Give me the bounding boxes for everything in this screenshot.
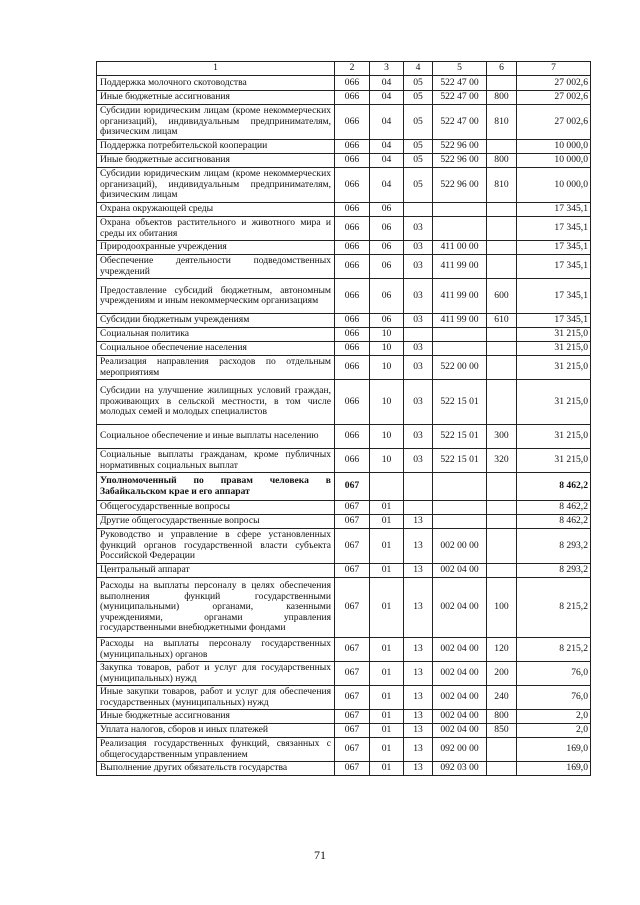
table-row — [97, 662, 591, 686]
row-name-cell: Иные бюджетные ассигнования — [97, 154, 335, 168]
ministry-code-cell: 067 — [335, 710, 370, 724]
table-row — [97, 105, 591, 140]
table-row — [97, 241, 591, 255]
row-name-cell: Субсидии юридическим лицам (кроме некоммерческих организаций), индивидуальным предпринимателям, физическим лицам — [97, 168, 335, 203]
table-row — [97, 473, 591, 501]
ministry-code-cell: 066 — [335, 255, 370, 279]
section-code-cell: 01 — [370, 501, 404, 515]
expense-type-cell — [487, 380, 517, 425]
section-code-cell: 04 — [370, 105, 404, 140]
subsection-code-cell: 13 — [404, 724, 433, 738]
row-name-cell: Расходы на выплаты персоналу государственных (муниципальных) органов — [97, 638, 335, 662]
amount-cell: 31 215,0 — [517, 342, 591, 356]
section-code-cell: 10 — [370, 328, 404, 342]
column-header: 7 — [517, 62, 591, 76]
ministry-code-cell: 066 — [335, 425, 370, 449]
row-name-cell: Иные бюджетные ассигнования — [97, 91, 335, 105]
subsection-code-cell: 13 — [404, 710, 433, 724]
amount-cell: 8 462,2 — [517, 515, 591, 529]
row-name-cell: Закупка товаров, работ и услуг для государственных (муниципальных) нужд — [97, 662, 335, 686]
row-name-cell: Иные бюджетные ассигнования — [97, 710, 335, 724]
expense-type-cell: 120 — [487, 638, 517, 662]
row-name-cell: Уплата налогов, сборов и иных платежей — [97, 724, 335, 738]
table-row — [97, 154, 591, 168]
table-row — [97, 564, 591, 578]
section-code-cell: 01 — [370, 724, 404, 738]
section-code-cell: 01 — [370, 762, 404, 776]
subsection-code-cell: 05 — [404, 154, 433, 168]
target-article-cell: 522 15 01 — [433, 425, 487, 449]
ministry-code-cell: 067 — [335, 724, 370, 738]
amount-cell: 17 345,1 — [517, 217, 591, 241]
amount-cell: 8 293,2 — [517, 564, 591, 578]
section-code-cell: 01 — [370, 515, 404, 529]
row-name-cell: Предоставление субсидий бюджетным, автономным учреждениям и иным некоммерческим организациям — [97, 279, 335, 314]
expense-type-cell — [487, 255, 517, 279]
expense-type-cell — [487, 342, 517, 356]
section-code-cell: 01 — [370, 564, 404, 578]
subsection-code-cell: 03 — [404, 380, 433, 425]
target-article-cell: 092 03 00 — [433, 762, 487, 776]
section-code-cell: 10 — [370, 449, 404, 473]
amount-cell: 8 215,2 — [517, 578, 591, 638]
expense-type-cell: 850 — [487, 724, 517, 738]
ministry-code-cell: 066 — [335, 168, 370, 203]
subsection-code-cell: 05 — [404, 140, 433, 154]
section-code-cell: 10 — [370, 356, 404, 380]
expense-type-cell: 610 — [487, 314, 517, 328]
ministry-code-cell: 066 — [335, 217, 370, 241]
row-name-cell: Расходы на выплаты персоналу в целях обеспечения выполнения функций государственными (муниципальными) органами, казенными учреждениями, органами управления государственными внебюджетными фондами — [97, 578, 335, 638]
section-code-cell: 01 — [370, 529, 404, 564]
table-row — [97, 168, 591, 203]
section-code-cell: 06 — [370, 217, 404, 241]
row-name-cell: Охрана окружающей среды — [97, 203, 335, 217]
amount-cell: 31 215,0 — [517, 328, 591, 342]
table-row — [97, 578, 591, 638]
target-article-cell — [433, 217, 487, 241]
expense-type-cell — [487, 501, 517, 515]
row-name-cell: Уполномоченный по правам человека в Забайкальском крае и его аппарат — [97, 473, 335, 501]
amount-cell: 10 000,0 — [517, 168, 591, 203]
amount-cell: 8 462,2 — [517, 473, 591, 501]
section-code-cell: 01 — [370, 638, 404, 662]
ministry-code-cell: 066 — [335, 91, 370, 105]
amount-cell: 2,0 — [517, 724, 591, 738]
amount-cell: 27 002,6 — [517, 91, 591, 105]
target-article-cell: 522 96 00 — [433, 140, 487, 154]
expense-type-cell — [487, 241, 517, 255]
ministry-code-cell: 067 — [335, 501, 370, 515]
column-header: 3 — [370, 62, 404, 76]
ministry-code-cell: 067 — [335, 578, 370, 638]
section-code-cell: 04 — [370, 154, 404, 168]
target-article-cell: 522 15 01 — [433, 380, 487, 425]
row-name-cell: Центральный аппарат — [97, 564, 335, 578]
row-name-cell: Охрана объектов растительного и животного мира и среды их обитания — [97, 217, 335, 241]
table-row — [97, 356, 591, 380]
target-article-cell: 002 04 00 — [433, 578, 487, 638]
section-code-cell: 10 — [370, 425, 404, 449]
table-row — [97, 380, 591, 425]
subsection-code-cell: 05 — [404, 105, 433, 140]
target-article-cell: 002 04 00 — [433, 662, 487, 686]
table-row — [97, 425, 591, 449]
expense-type-cell — [487, 762, 517, 776]
table-row — [97, 314, 591, 328]
section-code-cell: 01 — [370, 578, 404, 638]
amount-cell: 27 002,6 — [517, 105, 591, 140]
subsection-code-cell: 03 — [404, 342, 433, 356]
row-name-cell: Субсидии на улучшение жилищных условий граждан, проживающих в сельской местности, в том числе молодых семей и молодых специалистов — [97, 380, 335, 425]
column-header: 6 — [487, 62, 517, 76]
ministry-code-cell: 066 — [335, 328, 370, 342]
table-row — [97, 91, 591, 105]
target-article-cell: 411 99 00 — [433, 279, 487, 314]
expense-type-cell — [487, 529, 517, 564]
section-code-cell: 10 — [370, 342, 404, 356]
section-code-cell: 01 — [370, 738, 404, 762]
target-article-cell — [433, 328, 487, 342]
table-row — [97, 255, 591, 279]
section-code-cell: 06 — [370, 279, 404, 314]
ministry-code-cell: 067 — [335, 662, 370, 686]
row-name-cell: Поддержка молочного скотоводства — [97, 76, 335, 91]
expense-type-cell: 800 — [487, 91, 517, 105]
row-name-cell: Социальная политика — [97, 328, 335, 342]
row-name-cell: Социальное обеспечение населения — [97, 342, 335, 356]
table-row — [97, 762, 591, 776]
ministry-code-cell: 066 — [335, 279, 370, 314]
expense-type-cell — [487, 356, 517, 380]
target-article-cell: 411 99 00 — [433, 314, 487, 328]
expense-type-cell: 200 — [487, 662, 517, 686]
ministry-code-cell: 066 — [335, 241, 370, 255]
subsection-code-cell: 03 — [404, 425, 433, 449]
target-article-cell: 522 96 00 — [433, 154, 487, 168]
section-code-cell: 10 — [370, 380, 404, 425]
section-code-cell: 04 — [370, 76, 404, 91]
ministry-code-cell: 066 — [335, 356, 370, 380]
amount-cell: 27 002,6 — [517, 76, 591, 91]
amount-cell: 31 215,0 — [517, 380, 591, 425]
ministry-code-cell: 066 — [335, 342, 370, 356]
expense-type-cell — [487, 515, 517, 529]
expense-type-cell: 800 — [487, 710, 517, 724]
target-article-cell — [433, 515, 487, 529]
row-name-cell: Общегосударственные вопросы — [97, 501, 335, 515]
subsection-code-cell: 13 — [404, 738, 433, 762]
target-article-cell: 522 47 00 — [433, 105, 487, 140]
subsection-code-cell: 05 — [404, 91, 433, 105]
section-code-cell — [370, 473, 404, 501]
section-code-cell: 06 — [370, 255, 404, 279]
target-article-cell: 522 00 00 — [433, 356, 487, 380]
row-name-cell: Социальное обеспечение и иные выплаты населению — [97, 425, 335, 449]
subsection-code-cell: 13 — [404, 686, 433, 710]
target-article-cell: 002 04 00 — [433, 710, 487, 724]
amount-cell: 10 000,0 — [517, 154, 591, 168]
row-name-cell: Природоохранные учреждения — [97, 241, 335, 255]
subsection-code-cell: 03 — [404, 356, 433, 380]
section-code-cell: 01 — [370, 710, 404, 724]
table-row — [97, 724, 591, 738]
ministry-code-cell: 067 — [335, 515, 370, 529]
amount-cell: 17 345,1 — [517, 241, 591, 255]
row-name-cell: Другие общегосударственные вопросы — [97, 515, 335, 529]
amount-cell: 8 215,2 — [517, 638, 591, 662]
subsection-code-cell — [404, 473, 433, 501]
row-name-cell: Обеспечение деятельности подведомственных учреждений — [97, 255, 335, 279]
section-code-cell: 04 — [370, 140, 404, 154]
ministry-code-cell: 067 — [335, 529, 370, 564]
table-row — [97, 638, 591, 662]
section-code-cell: 01 — [370, 686, 404, 710]
section-code-cell: 06 — [370, 203, 404, 217]
ministry-code-cell: 066 — [335, 105, 370, 140]
section-code-cell: 04 — [370, 168, 404, 203]
amount-cell: 76,0 — [517, 662, 591, 686]
row-name-cell: Поддержка потребительской кооперации — [97, 140, 335, 154]
expense-type-cell — [487, 217, 517, 241]
target-article-cell: 002 04 00 — [433, 724, 487, 738]
amount-cell: 8 462,2 — [517, 501, 591, 515]
table-row — [97, 328, 591, 342]
ministry-code-cell: 067 — [335, 473, 370, 501]
column-header: 4 — [404, 62, 433, 76]
target-article-cell — [433, 501, 487, 515]
amount-cell: 31 215,0 — [517, 356, 591, 380]
table-row — [97, 515, 591, 529]
row-name-cell: Субсидии бюджетным учреждениям — [97, 314, 335, 328]
row-name-cell: Иные закупки товаров, работ и услуг для обеспечения государственных (муниципальных) нужд — [97, 686, 335, 710]
subsection-code-cell: 13 — [404, 662, 433, 686]
target-article-cell: 522 15 01 — [433, 449, 487, 473]
section-code-cell: 01 — [370, 662, 404, 686]
row-name-cell: Социальные выплаты гражданам, кроме публичных нормативных социальных выплат — [97, 449, 335, 473]
amount-cell: 10 000,0 — [517, 140, 591, 154]
amount-cell: 17 345,1 — [517, 279, 591, 314]
ministry-code-cell: 066 — [335, 154, 370, 168]
ministry-code-cell: 067 — [335, 638, 370, 662]
expense-type-cell — [487, 140, 517, 154]
target-article-cell — [433, 342, 487, 356]
amount-cell: 169,0 — [517, 762, 591, 776]
expense-type-cell — [487, 328, 517, 342]
ministry-code-cell: 067 — [335, 564, 370, 578]
subsection-code-cell: 03 — [404, 255, 433, 279]
subsection-code-cell: 05 — [404, 76, 433, 91]
expense-type-cell: 100 — [487, 578, 517, 638]
section-code-cell: 06 — [370, 241, 404, 255]
amount-cell: 169,0 — [517, 738, 591, 762]
table-row — [97, 140, 591, 154]
ministry-code-cell: 066 — [335, 380, 370, 425]
table-header-row — [97, 62, 591, 76]
table-row — [97, 449, 591, 473]
ministry-code-cell: 066 — [335, 76, 370, 91]
table-row — [97, 217, 591, 241]
amount-cell: 8 293,2 — [517, 529, 591, 564]
subsection-code-cell — [404, 203, 433, 217]
amount-cell: 31 215,0 — [517, 425, 591, 449]
target-article-cell: 522 47 00 — [433, 76, 487, 91]
page-number: 71 — [314, 848, 326, 862]
section-code-cell: 04 — [370, 91, 404, 105]
target-article-cell: 522 47 00 — [433, 91, 487, 105]
subsection-code-cell: 13 — [404, 529, 433, 564]
amount-cell: 17 345,1 — [517, 314, 591, 328]
target-article-cell: 002 00 00 — [433, 529, 487, 564]
table-row — [97, 203, 591, 217]
target-article-cell: 522 96 00 — [433, 168, 487, 203]
table-row — [97, 279, 591, 314]
budget-table — [96, 61, 591, 776]
expense-type-cell: 320 — [487, 449, 517, 473]
target-article-cell: 002 04 00 — [433, 638, 487, 662]
target-article-cell: 411 99 00 — [433, 255, 487, 279]
subsection-code-cell: 03 — [404, 241, 433, 255]
expense-type-cell: 800 — [487, 154, 517, 168]
expense-type-cell: 300 — [487, 425, 517, 449]
target-article-cell: 411 00 00 — [433, 241, 487, 255]
expense-type-cell — [487, 738, 517, 762]
subsection-code-cell: 13 — [404, 638, 433, 662]
expense-type-cell: 240 — [487, 686, 517, 710]
expense-type-cell — [487, 564, 517, 578]
column-header: 5 — [433, 62, 487, 76]
subsection-code-cell — [404, 501, 433, 515]
subsection-code-cell: 03 — [404, 279, 433, 314]
amount-cell: 2,0 — [517, 710, 591, 724]
subsection-code-cell: 13 — [404, 762, 433, 776]
target-article-cell — [433, 203, 487, 217]
table-row — [97, 738, 591, 762]
section-code-cell: 06 — [370, 314, 404, 328]
subsection-code-cell: 13 — [404, 564, 433, 578]
subsection-code-cell: 03 — [404, 314, 433, 328]
ministry-code-cell: 066 — [335, 140, 370, 154]
ministry-code-cell: 067 — [335, 686, 370, 710]
subsection-code-cell: 13 — [404, 515, 433, 529]
ministry-code-cell: 067 — [335, 738, 370, 762]
ministry-code-cell: 066 — [335, 203, 370, 217]
table-row — [97, 710, 591, 724]
subsection-code-cell — [404, 328, 433, 342]
target-article-cell: 092 00 00 — [433, 738, 487, 762]
row-name-cell: Реализация государственных функций, связанных с общегосударственным управлением — [97, 738, 335, 762]
column-header: 2 — [335, 62, 370, 76]
subsection-code-cell: 05 — [404, 168, 433, 203]
amount-cell: 76,0 — [517, 686, 591, 710]
ministry-code-cell: 066 — [335, 314, 370, 328]
table-row — [97, 529, 591, 564]
target-article-cell — [433, 473, 487, 501]
subsection-code-cell: 13 — [404, 578, 433, 638]
expense-type-cell — [487, 203, 517, 217]
expense-type-cell — [487, 76, 517, 91]
subsection-code-cell: 03 — [404, 217, 433, 241]
row-name-cell: Субсидии юридическим лицам (кроме некоммерческих организаций), индивидуальным предпринимателям, физическим лицам — [97, 105, 335, 140]
subsection-code-cell: 03 — [404, 449, 433, 473]
expense-type-cell: 810 — [487, 168, 517, 203]
target-article-cell: 002 04 00 — [433, 686, 487, 710]
row-name-cell: Руководство и управление в сфере установленных функций органов государственной власти субъекта Российской Федерации — [97, 529, 335, 564]
row-name-cell: Выполнение других обязательств государства — [97, 762, 335, 776]
ministry-code-cell: 067 — [335, 762, 370, 776]
amount-cell: 31 215,0 — [517, 449, 591, 473]
amount-cell: 17 345,1 — [517, 203, 591, 217]
table-row — [97, 342, 591, 356]
ministry-code-cell: 066 — [335, 449, 370, 473]
column-header: 1 — [97, 62, 335, 76]
expense-type-cell: 810 — [487, 105, 517, 140]
table-row — [97, 501, 591, 515]
amount-cell: 17 345,1 — [517, 255, 591, 279]
target-article-cell: 002 04 00 — [433, 564, 487, 578]
expense-type-cell — [487, 473, 517, 501]
table-row — [97, 76, 591, 91]
table-row — [97, 686, 591, 710]
expense-type-cell: 600 — [487, 279, 517, 314]
row-name-cell: Реализация направления расходов по отдельным мероприятиям — [97, 356, 335, 380]
